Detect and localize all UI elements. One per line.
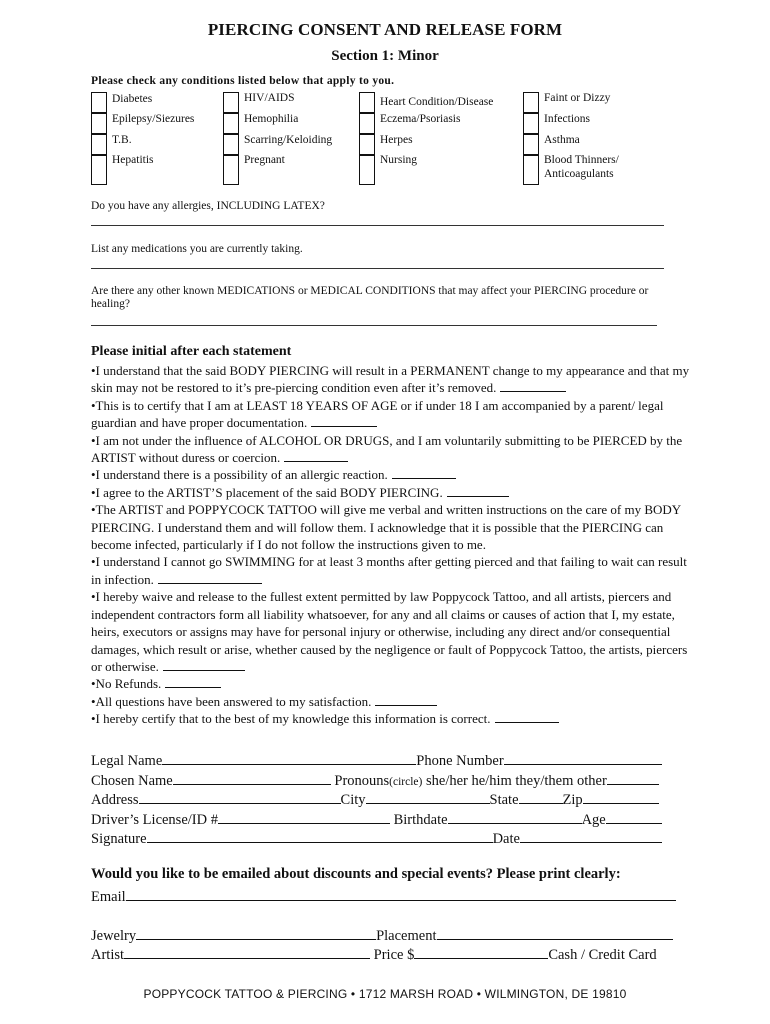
condition-checkbox[interactable] (223, 155, 239, 185)
statement-text: •This is to certify that I am at LEAST 18 YEARS OF AGE or if under 18 I am accompanied by a parent/ legal guardian and have proper documentation. (91, 397, 664, 431)
date-label: Date (492, 831, 520, 847)
condition-label: Infections (544, 113, 590, 125)
age-field[interactable] (606, 809, 662, 824)
condition-label: Faint or Dizzy (544, 92, 611, 104)
condition-checkbox[interactable] (91, 92, 107, 113)
statement-item (91, 710, 691, 727)
condition-checkbox[interactable] (523, 155, 539, 185)
initial-blank[interactable] (284, 450, 348, 462)
condition-checkbox[interactable] (223, 113, 239, 134)
allergies-question: Do you have any allergies, INCLUDING LATEX? (91, 200, 325, 212)
condition-label: Epilepsy/Siezures (112, 113, 195, 125)
statement-item (91, 362, 691, 397)
pronouns-note: (circle) (389, 776, 423, 788)
state-field[interactable] (519, 789, 563, 804)
placement-label: Placement (376, 928, 437, 944)
statement-item (91, 693, 691, 710)
condition-label: HIV/AIDS (244, 92, 295, 104)
address-row (91, 789, 679, 811)
statement-item (91, 466, 691, 483)
initial-blank[interactable] (163, 659, 245, 671)
statement-text: •I hereby waive and release to the fullest extent permitted by law Poppycock Tattoo, and all artists, piercers and independent contractors form all liability whatsoever, for any and all claims or causes of action that I, my estate, heirs, executors or assigns may have for personal injury or otherwise, including any direct and/or consequential damages, which result or arise, whether caused by the negligence or fault of Poppycock Tattoo, the artists, piercers or otherwise. (91, 589, 688, 674)
pronouns-label: Pronouns (334, 773, 390, 789)
age-label: Age (581, 812, 606, 828)
date-field[interactable] (520, 828, 662, 843)
condition-label: Diabetes (112, 93, 153, 105)
statement-item (91, 588, 691, 675)
initials-heading: Please initial after each statement (91, 344, 292, 359)
price-label: Price $ (373, 947, 415, 963)
initial-blank[interactable] (447, 485, 509, 497)
legal-name-field[interactable] (162, 750, 416, 765)
statement-item (91, 432, 691, 467)
footer-address: POPPYCOCK TATTOO & PIERCING • 1712 MARSH ROAD • WILMINGTON, DE 19810 (143, 987, 627, 1001)
condition-label: Nursing (380, 154, 418, 166)
pronoun-other-field[interactable] (607, 770, 659, 785)
email-label: Email (91, 889, 126, 905)
statement-item (91, 397, 691, 432)
price-field[interactable] (414, 944, 548, 959)
statement-text: •I agree to the ARTIST’S placement of the said BODY PIERCING. (91, 484, 443, 500)
city-label: City (340, 792, 366, 808)
form-title: PIERCING CONSENT AND RELEASE FORM (207, 20, 563, 39)
signature-row (91, 828, 679, 850)
placement-field[interactable] (437, 925, 673, 940)
condition-label: Hepatitis (112, 154, 154, 166)
condition-checkbox[interactable] (91, 134, 107, 155)
address-label: Address (91, 792, 139, 808)
conditions-grid (91, 90, 691, 186)
initial-blank[interactable] (165, 676, 221, 688)
pronoun-options[interactable]: she/her he/him they/them other (426, 773, 607, 789)
condition-checkbox[interactable] (359, 113, 375, 134)
medications-question: List any medications you are currently taking. (91, 243, 303, 255)
allergies-answer-line[interactable] (91, 225, 664, 226)
initial-blank[interactable] (495, 711, 559, 723)
zip-label: Zip (562, 792, 583, 808)
condition-label: Asthma (544, 134, 580, 146)
initial-blank[interactable] (311, 415, 377, 427)
condition-checkbox[interactable] (523, 134, 539, 155)
other-conditions-question: Are there any other known MEDICATIONS or MEDICAL CONDITIONS that may affect your PIERCING procedure or healing? (91, 285, 649, 310)
email-field[interactable] (126, 886, 676, 901)
condition-checkbox[interactable] (91, 155, 107, 185)
statement-item (91, 675, 691, 692)
zip-field[interactable] (583, 789, 659, 804)
condition-checkbox[interactable] (223, 92, 239, 113)
condition-label: Herpes (380, 134, 413, 146)
statements-list (91, 362, 691, 728)
statement-text: •I hereby certify that to the best of my knowledge this information is correct. (91, 711, 491, 727)
condition-label: Heart Condition/Disease (380, 96, 494, 108)
condition-checkbox[interactable] (223, 134, 239, 155)
condition-label: Hemophilia (244, 113, 299, 125)
statement-item (91, 553, 691, 588)
initial-blank[interactable] (392, 467, 456, 479)
artist-label: Artist (91, 947, 125, 963)
license-label: Driver’s License/ID # (91, 812, 218, 828)
birthdate-label: Birthdate (393, 812, 448, 828)
signature-field[interactable] (147, 828, 493, 843)
condition-checkbox[interactable] (359, 155, 375, 185)
condition-label: Pregnant (244, 154, 285, 166)
statement-text: •I understand there is a possibility of an allergic reaction. (91, 467, 388, 483)
statement-item (91, 501, 691, 553)
statement-text: •I understand that the said BODY PIERCING will result in a PERMANENT change to my appearance and that my skin may not be restored to it’s pre-piercing condition even after it’s removed. (91, 363, 690, 396)
email-question: Would you like to be emailed about discounts and special events? Please print clearly: (91, 866, 621, 882)
state-label: State (489, 792, 519, 808)
statement-text: •I am not under the influence of ALCOHOL OR DRUGS, and I am voluntarily submitting to be PIERCED by the ARTIST without duress or coercion. (91, 432, 683, 466)
phone-label: Phone Number (416, 753, 504, 769)
signature-label: Signature (91, 831, 147, 847)
condition-checkbox[interactable] (359, 92, 375, 113)
section-heading: Section 1: Minor (331, 48, 439, 64)
jewelry-label: Jewelry (91, 928, 137, 944)
license-field[interactable] (218, 809, 390, 824)
condition-checkbox[interactable] (523, 113, 539, 134)
condition-label: T.B. (112, 134, 132, 146)
city-field[interactable] (366, 789, 490, 804)
statement-text: •No Refunds. (91, 676, 162, 692)
condition-checkbox[interactable] (91, 113, 107, 134)
payment-options[interactable]: Cash / Credit Card (548, 947, 657, 963)
initial-blank[interactable] (500, 380, 566, 392)
medications-answer-line[interactable] (91, 268, 664, 269)
statement-text: •The ARTIST and POPPYCOCK TATTOO will give me verbal and written instructions on the care of my BODY PIERCING. I understand them and will follow them. I acknowledge that it is possible that the PIERCING can become infected, particularly if I do not follow the instructions given to me. (91, 502, 681, 553)
phone-field[interactable] (504, 750, 662, 765)
initial-blank[interactable] (158, 572, 262, 584)
jewelry-field[interactable] (136, 925, 376, 940)
condition-checkbox[interactable] (523, 92, 539, 113)
legal-name-label: Legal Name (91, 753, 163, 769)
birthdate-field[interactable] (448, 809, 582, 824)
statement-item (91, 484, 691, 501)
condition-label: Eczema/Psoriasis (380, 113, 461, 125)
statement-text: •I understand I cannot go SWIMMING for at least 3 months after getting pierced and that failing to wait can result in infection. (91, 554, 687, 587)
statement-text: •All questions have been answered to my satisfaction. (91, 693, 372, 709)
condition-label: Anticoagulants (544, 168, 614, 180)
address-field[interactable] (139, 789, 341, 804)
condition-label: Scarring/Keloiding (244, 134, 333, 146)
check-instruction: Please check any conditions listed below that apply to you. (91, 75, 395, 87)
chosen-name-field[interactable] (173, 770, 331, 785)
condition-checkbox[interactable] (359, 134, 375, 155)
other-conditions-answer-line[interactable] (91, 325, 657, 326)
artist-field[interactable] (124, 944, 370, 959)
email-row (91, 886, 679, 908)
legal-name-row (91, 750, 679, 772)
artist-row (91, 944, 679, 966)
initial-blank[interactable] (375, 694, 437, 706)
chosen-name-label: Chosen Name (91, 773, 173, 789)
condition-label: Blood Thinners/ (544, 154, 619, 166)
